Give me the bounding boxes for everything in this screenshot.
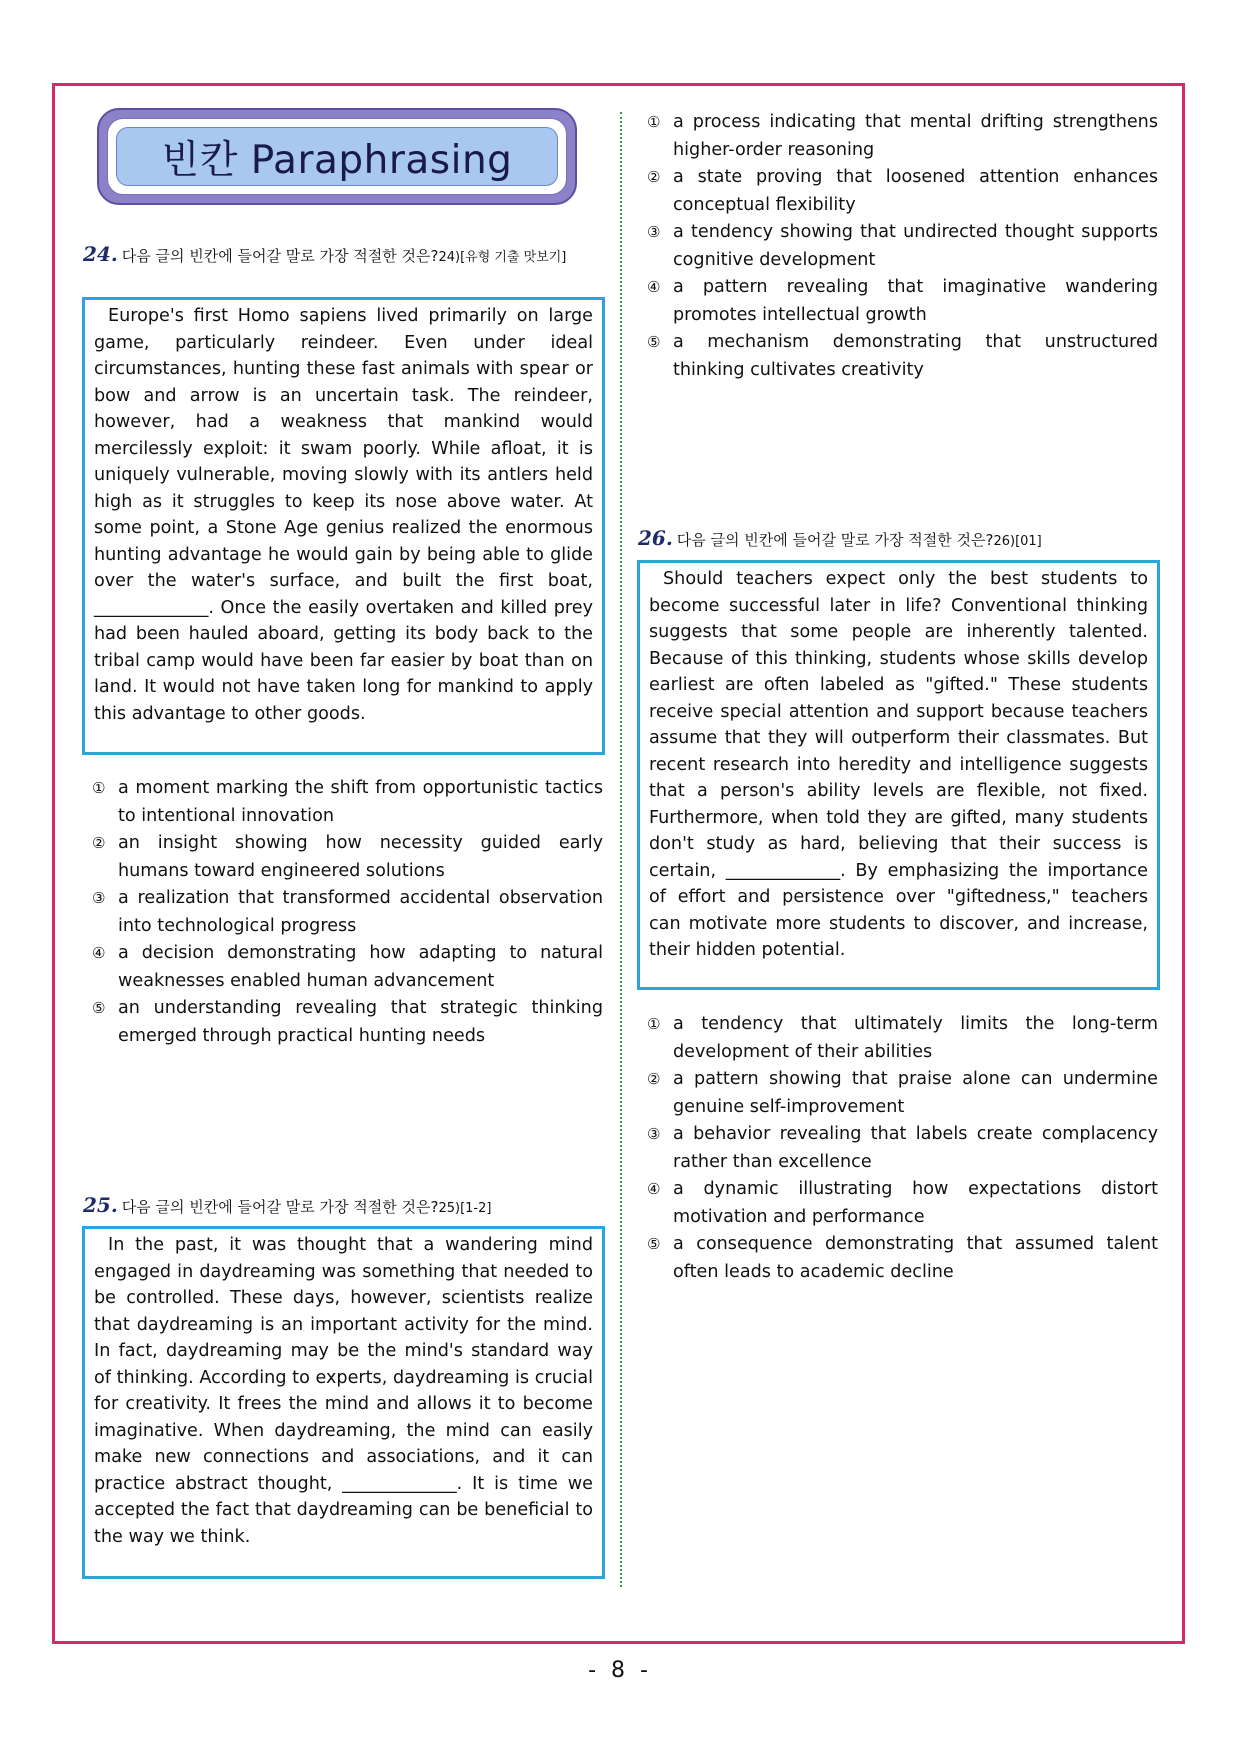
option-number: ③ [647,1125,661,1143]
option-number: ② [647,1070,661,1088]
question-source: 26)[01] [993,534,1042,549]
question-24-options [86,775,603,1050]
answer-option [641,109,1158,164]
option-text: a consequence demonstrating that assumed talent often leads to academic decline [673,1234,1158,1282]
question-source: 25)[1-2] [438,1201,492,1216]
answer-option [641,164,1158,219]
option-text: a mechanism demonstrating that unstructured thinking cultivates creativity [673,332,1158,380]
question-24-passage [82,297,605,755]
question-prompt: 다음 글의 빈칸에 들어갈 말로 가장 적절한 것은? [121,1198,439,1216]
section-banner [97,108,577,205]
option-number: ① [647,1015,661,1033]
question-26-passage [637,560,1160,990]
section-title: 빈칸 Paraphrasing [161,137,513,183]
option-number: ⑤ [647,1235,661,1253]
answer-option [641,219,1158,274]
question-source: 24)[유형 기출 맛보기] [438,250,567,265]
passage-text: In the past, it was thought that a wandering mind engaged in daydreaming was something that needed to be controlled. These days, however, scientists realize that daydreaming is an important activity for the mind. In fact, daydreaming may be the mind's standard way of thinking. According to experts, daydreaming is crucial for creativity. It frees the mind and allows it to become imaginative. When daydreaming, the mind can easily make new connections and associations, and it can practice abstract thought, _____________. It is time we accepted the fact that daydreaming can be beneficial to the way we think. [94,1235,593,1547]
answer-option [86,830,603,885]
option-number: ① [647,113,661,131]
option-number: ② [92,834,106,852]
option-number: ⑤ [92,999,106,1017]
question-prompt: 다음 글의 빈칸에 들어갈 말로 가장 적절한 것은? [676,531,994,549]
answer-option [641,329,1158,384]
option-number: ④ [92,944,106,962]
option-text: a state proving that loosened attention enhances conceptual flexibility [673,167,1158,215]
option-text: a tendency that ultimately limits the long-term development of their abilities [673,1014,1158,1062]
option-text: a decision demonstrating how adapting to natural weaknesses enabled human advancement [118,943,603,991]
question-26-options [641,1011,1158,1286]
answer-option [86,775,603,830]
answer-option [86,940,603,995]
option-text: a pattern showing that praise alone can undermine genuine self-improvement [673,1069,1158,1117]
option-text: a dynamic illustrating how expectations distort motivation and performance [673,1179,1158,1227]
answer-option [641,1066,1158,1121]
page-number: - 8 - [588,1658,652,1683]
option-text: a behavior revealing that labels create complacency rather than excellence [673,1124,1158,1172]
question-24-header [83,244,603,268]
option-number: ④ [647,1180,661,1198]
question-prompt: 다음 글의 빈칸에 들어갈 말로 가장 적절한 것은? [121,247,439,265]
passage-text: Should teachers expect only the best students to become successful later in life? Conventional thinking suggests that some people are inherently talented. Because of this thinking, students whose skills develop earliest are often labeled as "gifted." These students receive special attention and support because teachers assume that they will outperform their classmates. But recent research into heredity and intelligence suggests that a person's ability levels are flexible, not fixed. Furthermore, when told they are gifted, many students don't study as hard, believing that their success is certain, _____________. By emphasizing the importance of effort and persistence over "giftedness," teachers can motivate more students to discover, and increase, their hidden potential. [649,569,1148,960]
answer-option [86,995,603,1050]
answer-option [641,1011,1158,1066]
question-number: 24. [83,242,118,266]
question-26-header [638,528,1158,552]
option-number: ④ [647,278,661,296]
option-text: a pattern revealing that imaginative wandering promotes intellectual growth [673,277,1158,325]
option-number: ② [647,168,661,186]
answer-option [86,885,603,940]
answer-option [641,1121,1158,1176]
option-text: an understanding revealing that strategic thinking emerged through practical hunting needs [118,998,603,1046]
column-divider [620,112,622,1587]
option-text: a tendency showing that undirected thought supports cognitive development [673,222,1158,270]
option-text: a process indicating that mental drifting strengthens higher-order reasoning [673,112,1158,160]
question-25-options [641,109,1158,384]
option-number: ③ [647,223,661,241]
answer-option [641,274,1158,329]
option-number: ⑤ [647,333,661,351]
passage-text: Europe's first Homo sapiens lived primarily on large game, particularly reindeer. Even under ideal circumstances, hunting these fast animals with spear or bow and arrow is an uncertain task. The reindeer, however, had a weakness that mankind would mercilessly exploit: it swam poorly. While afloat, it is uniquely vulnerable, moving slowly with its antlers held high as it struggles to keep its nose above water. At some point, a Stone Age genius realized the enormous hunting advantage he would gain by being able to glide over the water's surface, and built the first boat, _____________. Once the easily overtaken and killed prey had been hauled aboard, getting its body back to the tribal camp would have been far easier by boat than on land. It would not have taken long for mankind to apply this advantage to other goods. [94,306,593,724]
option-text: a realization that transformed accidental observation into technological progress [118,888,603,936]
answer-option [641,1176,1158,1231]
question-25-header [83,1195,603,1219]
question-number: 26. [638,526,673,550]
option-text: an insight showing how necessity guided early humans toward engineered solutions [118,833,603,881]
question-number: 25. [83,1193,118,1217]
option-number: ① [92,779,106,797]
option-number: ③ [92,889,106,907]
answer-option [641,1231,1158,1286]
question-25-passage [82,1226,605,1579]
option-text: a moment marking the shift from opportunistic tactics to intentional innovation [118,778,603,826]
